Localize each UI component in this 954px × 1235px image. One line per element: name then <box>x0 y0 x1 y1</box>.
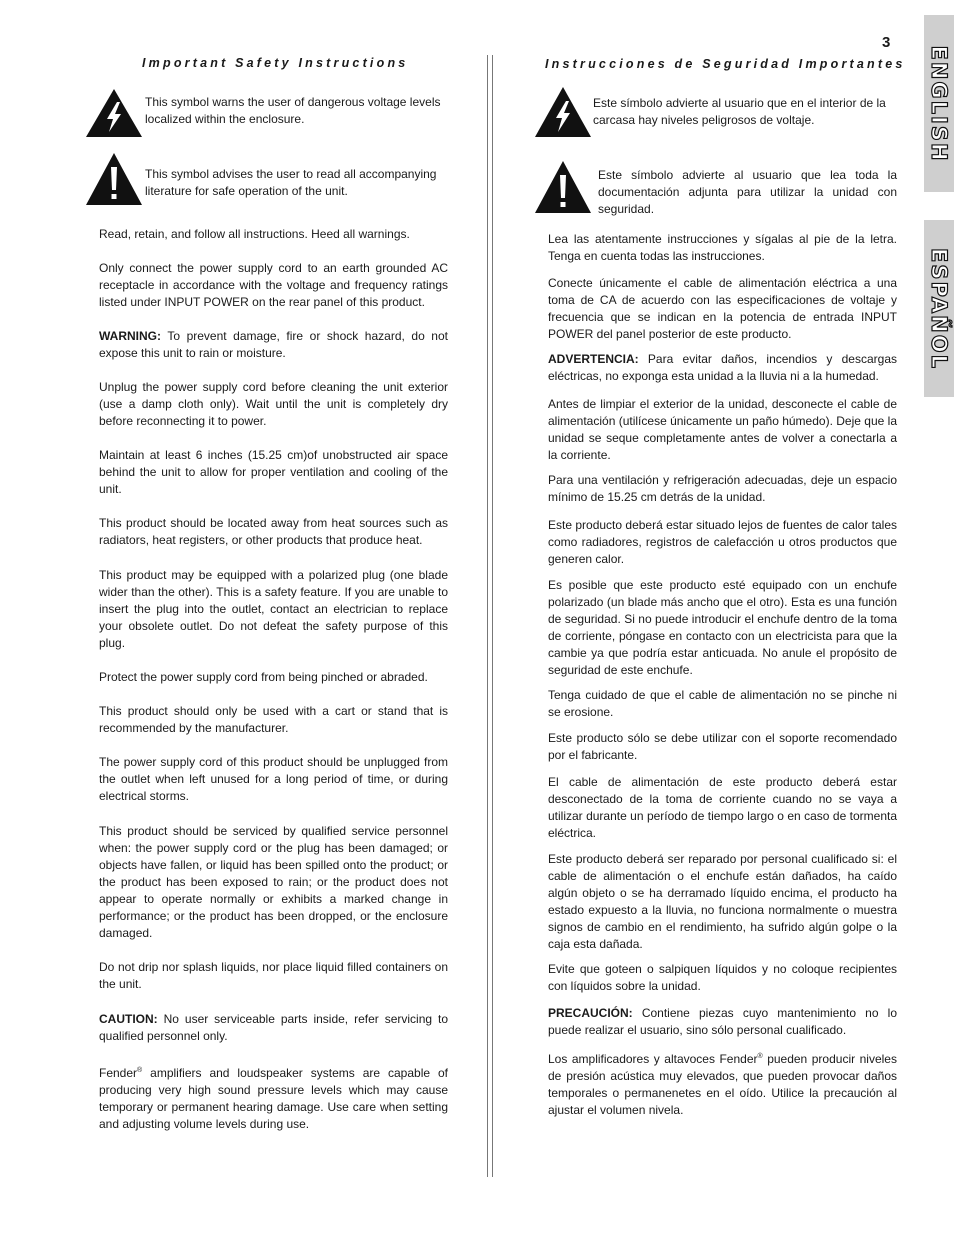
instruction-paragraph: This product should be located away from heat sources such as radiators, heat registers, or other products that produce heat. <box>99 516 448 547</box>
column-divider <box>487 55 493 1177</box>
warning-label: WARNING: <box>99 329 161 343</box>
caution-paragraph <box>548 1005 897 1039</box>
instruction-paragraph: Lea las atentamente instrucciones y sígalas al pie de la letra. Tenga en cuenta todas las instrucciones. <box>548 232 897 263</box>
english-heading: Important Safety Instructions <box>142 56 409 70</box>
instruction-paragraph: This product should only be used with a cart or stand that is recommended by the manufacturer. <box>99 704 448 735</box>
literature-warning-row <box>548 160 897 214</box>
instruction-paragraph: Read, retain, and follow all instructions. Heed all warnings. <box>99 227 410 241</box>
hearing-text-brand: Fender <box>99 1066 138 1080</box>
registered-mark: ® <box>137 1067 143 1074</box>
spanish-heading: Instrucciones de Seguridad Importantes <box>545 57 906 71</box>
instruction-paragraph: Es posible que este producto esté equipado con un enchufe polarizado (un blade más ancho que el otro). Esta es una función de seguridad. Si no puede introducir el enchufe dentro de la toma de corriente, póngase en contacto con un electricista para que la cambie ya que podría estar anticuada. No anule el propósito de seguridad de este enchufe. <box>548 578 897 677</box>
registered-mark: ® <box>757 1053 763 1060</box>
caution-paragraph <box>99 1011 448 1045</box>
hearing-text: amplifiers and loudspeaker systems are capable of producing very high sound pressure levels which may cause temporary or permanent hearing damage. Use care when setting and adjusting volume levels during use. <box>99 1066 448 1131</box>
voltage-warning-text: This symbol warns the user of dangerous voltage levels localized within the enclosure. <box>145 95 441 126</box>
literature-warning-text: Este símbolo advierte al usuario que lea toda la documentación adjunta para utilizar la unidad con seguridad. <box>598 168 897 216</box>
instruction-paragraph: Only connect the power supply cord to an earth grounded AC receptacle in accordance with the voltage and frequency ratings listed under INPUT POWER on the rear panel of this product. <box>99 261 448 309</box>
caution-label: CAUTION: <box>99 1012 158 1026</box>
instruction-paragraph: Este producto deberá ser reparado por personal cualificado si: el cable de alimentación o el enchufe están dañados, ha caído algún objeto o se ha derramado líquido encima, el producto ha estado expuesto a la lluvia, no funciona normalmente o muestra signos de cambio en el rendimiento, ha sufrido algún golpe o la caja esta dañada. <box>548 852 897 951</box>
caution-text: Contiene piezas cuyo mantenimiento no lo puede realizar el usuario, sino sólo personal cualificado. <box>548 1006 897 1037</box>
instruction-paragraph: Unplug the power supply cord before cleaning the unit exterior (use a damp cloth only). Wait until the unit is completely dry before reconnecting it to power. <box>99 380 448 428</box>
warning-label: ADVERTENCIA: <box>548 352 639 366</box>
instruction-paragraph: El cable de alimentación de este producto deberá estar desconectado de la toma de corriente cuando no se vaya a utilizar durante un período de tiempo largo o en caso de tormenta eléctrica. <box>548 775 897 840</box>
exclamation-warning-icon <box>85 152 143 206</box>
hearing-paragraph <box>99 1062 448 1133</box>
instruction-paragraph: Conecte únicamente el cable de alimentación eléctrica a una toma de CA de acuerdo con las especificaciones de voltaje y frecuencia que se indican en la potencia de entrada INPUT POWER del panel posterior de este producto. <box>548 276 897 341</box>
instruction-paragraph: This product may be equipped with a polarized plug (one blade wider than the other). This is a safety feature. If you are unable to insert the plug into the outlet, contact an electrician to replace your obsolete outlet. Do not defeat the safety purpose of this plug. <box>99 568 448 650</box>
instruction-paragraph: Evite que goteen o salpiquen líquidos y no coloque recipientes con líquidos sobre la unidad. <box>548 962 897 993</box>
exclamation-warning-icon <box>534 160 592 214</box>
lightning-warning-icon <box>534 86 592 138</box>
instruction-paragraph: The power supply cord of this product should be unplugged from the outlet when left unused for a long period of time, or during electrical storms. <box>99 755 448 803</box>
caution-text: No user serviceable parts inside, refer servicing to qualified personnel only. <box>99 1012 448 1043</box>
instruction-paragraph: Protect the power supply cord from being pinched or abraded. <box>99 670 428 684</box>
warning-text: Para evitar daños, incendios y descargas eléctricas, no exponga esta unidad a la lluvia ni a la humedad. <box>548 352 897 383</box>
warning-text: To prevent damage, fire or shock hazard, do not expose this unit to rain or moisture. <box>99 329 448 360</box>
instruction-paragraph: Este producto deberá estar situado lejos de fuentes de calor tales como radiadores, registros de calefacción u otros productos que generen calor. <box>548 518 897 566</box>
instruction-paragraph: Do not drip nor splash liquids, nor place liquid filled containers on the unit. <box>99 960 448 991</box>
voltage-warning-text: Este símbolo advierte al usuario que en el interior de la carcasa hay niveles peligrosos de voltaje. <box>593 96 886 127</box>
instruction-paragraph: Maintain at least 6 inches (15.25 cm)of unobstructed air space behind the unit to allow for proper ventilation and cooling of the unit. <box>99 448 448 496</box>
tab-english <box>924 15 954 192</box>
page-number: 3 <box>882 34 891 51</box>
voltage-warning-row <box>548 86 897 138</box>
literature-warning-text: This symbol advises the user to read all accompanying literature for safe operation of the unit. <box>145 167 437 198</box>
instruction-paragraph: Para una ventilación y refrigeración adecuadas, deje un espacio mínimo de 15.25 cm detrás de la unidad. <box>548 473 897 504</box>
warning-paragraph <box>99 328 448 362</box>
instruction-paragraph: Antes de limpiar el exterior de la unidad, desconecte el cable de alimentación (utilícese únicamente un paño húmedo). Deje que la unidad se seque completamente antes de volver a conectarla a la corriente. <box>548 397 897 462</box>
tab-espanol <box>924 220 954 397</box>
hearing-text-brand: Los amplificadores y altavoces Fender <box>548 1052 758 1066</box>
instruction-paragraph: Este producto sólo se debe utilizar con el soporte recomendado por el fabricante. <box>548 731 897 762</box>
tab-espanol-label: ESPAÑOL <box>927 247 951 370</box>
literature-warning-row <box>99 152 448 206</box>
tab-english-label: ENGLISH <box>927 44 951 163</box>
hearing-text: pueden producir niveles de presión acústica muy elevados, que pueden provocar daños temporales o permanenetes en el oído. Utilice la precaución al ajustar el volumen nivela. <box>548 1052 897 1117</box>
lightning-warning-icon <box>85 88 143 138</box>
warning-paragraph <box>548 351 897 385</box>
caution-label: PRECAUCIÓN: <box>548 1006 633 1020</box>
instruction-paragraph: Tenga cuidado de que el cable de alimentación no se pinche ni se erosione. <box>548 688 897 719</box>
instruction-paragraph: This product should be serviced by qualified service personnel when: the power supply cord or the plug has been damaged; or objects have fallen, or liquid has been spilled onto the product; or the product has been exposed to rain; or the product does not appear to operate normally or exhibits a marked change in performance; or the product has been dropped, or the enclosure damaged. <box>99 824 448 940</box>
hearing-paragraph <box>548 1048 897 1119</box>
voltage-warning-row <box>99 88 448 138</box>
